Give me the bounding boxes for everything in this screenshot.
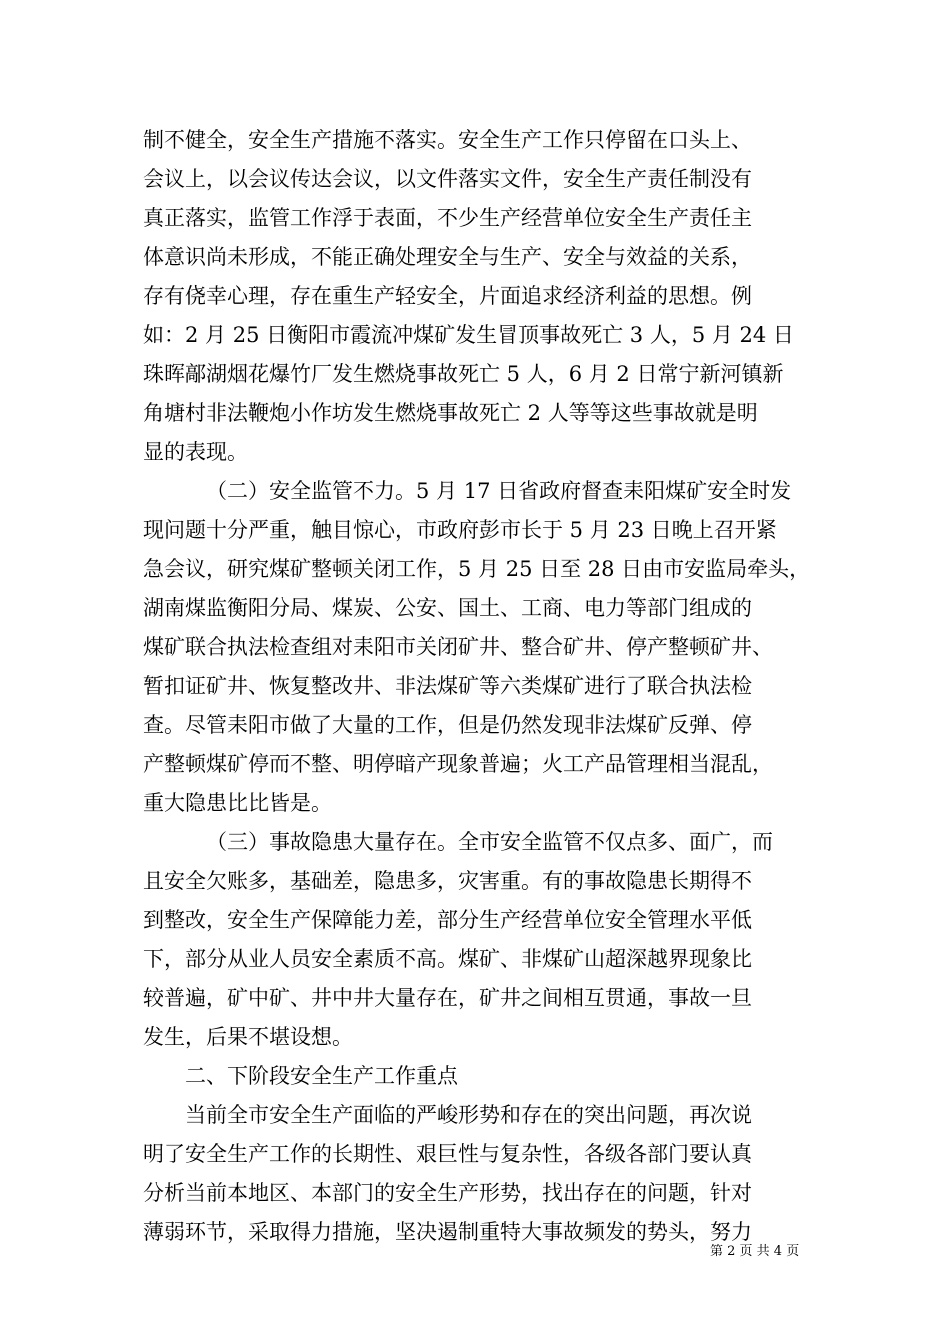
text-line: 珠晖鄗湖烟花爆竹厂发生燃烧事故死亡 5 人，6 月 2 日常宁新河镇新 [143, 362, 784, 386]
paragraph-2-start: （二）安全监管不力。5 月 17 日省政府督查耒阳煤矿安全时发 [206, 479, 792, 503]
text-line: 制不健全，安全生产措施不落实。安全生产工作只停留在口头上、 [143, 128, 752, 152]
text-line: 体意识尚未形成，不能正确处理安全与生产、安全与效益的关系， [143, 245, 752, 269]
text-line: 显的表现。 [143, 440, 248, 464]
text-line: 且安全欠账多，基础差，隐患多，灾害重。有的事故隐患长期得不 [143, 869, 752, 893]
text-line: 产整顿煤矿停而不整、明停暗产现象普遍；火工产品管理相当混乱， [143, 752, 773, 776]
text-line: 会议上，以会议传达会议，以文件落实文件，安全生产责任制没有 [143, 167, 752, 191]
paragraph-4-start: 当前全市安全生产面临的严峻形势和存在的突出问题，再次说 [185, 1103, 752, 1127]
text-line: 湖南煤监衡阳分局、煤炭、公安、国土、工商、电力等部门组成的 [143, 596, 752, 620]
text-line: 真正落实，监管工作浮于表面，不少生产经营单位安全生产责任主 [143, 206, 752, 230]
text-line: 较普遍，矿中矿、井中井大量存在，矿井之间相互贯通，事故一旦 [143, 986, 752, 1010]
text-line: 存有侥幸心理，存在重生产轻安全，片面追求经济利益的思想。例 [143, 284, 752, 308]
text-line: 如：2 月 25 日衡阳市霞流冲煤矿发生冒顶事故死亡 3 人，5 月 24 日 [143, 323, 794, 347]
document-body [143, 121, 823, 1252]
text-line: 现问题十分严重，触目惊心，市政府彭市长于 5 月 23 日晚上召开紧 [143, 518, 777, 542]
text-line: 查。尽管耒阳市做了大量的工作，但是仍然发现非法煤矿反弹、停 [143, 713, 752, 737]
text-line: 到整改，安全生产保障能力差，部分生产经营单位安全管理水平低 [143, 908, 752, 932]
text-line: 下，部分从业人员安全素质不高。煤矿、非煤矿山超深越界现象比 [143, 947, 752, 971]
text-line: 煤矿联合执法检查组对耒阳市关闭矿井、整合矿井、停产整顿矿井、 [143, 635, 773, 659]
text-line: 薄弱环节，采取得力措施，坚决遏制重特大事故频发的势头，努力 [143, 1220, 752, 1244]
text-line: 发生，后果不堪设想。 [143, 1025, 353, 1049]
text-line: 急会议，研究煤矿整顿关闭工作，5 月 25 日至 28 日由市安监局牵头， [143, 557, 811, 581]
text-line: 分析当前本地区、本部门的安全生产形势，找出存在的问题，针对 [143, 1181, 752, 1205]
text-line: 暂扣证矿井、恢复整改井、非法煤矿等六类煤矿进行了联合执法检 [143, 674, 752, 698]
text-line: 重大隐患比比皆是。 [143, 791, 332, 815]
section-heading: 二、下阶段安全生产工作重点 [185, 1064, 458, 1088]
paragraph-3-start: （三）事故隐患大量存在。全市安全监管不仅点多、面广，而 [206, 830, 773, 854]
text-line: 明了安全生产工作的长期性、艰巨性与复杂性，各级各部门要认真 [143, 1142, 752, 1166]
page-number-footer: 第 2 页 共 4 页 [710, 1244, 800, 1259]
text-line: 角塘村非法鞭炮小作坊发生燃烧事故死亡 2 人等等这些事故就是明 [143, 401, 758, 425]
